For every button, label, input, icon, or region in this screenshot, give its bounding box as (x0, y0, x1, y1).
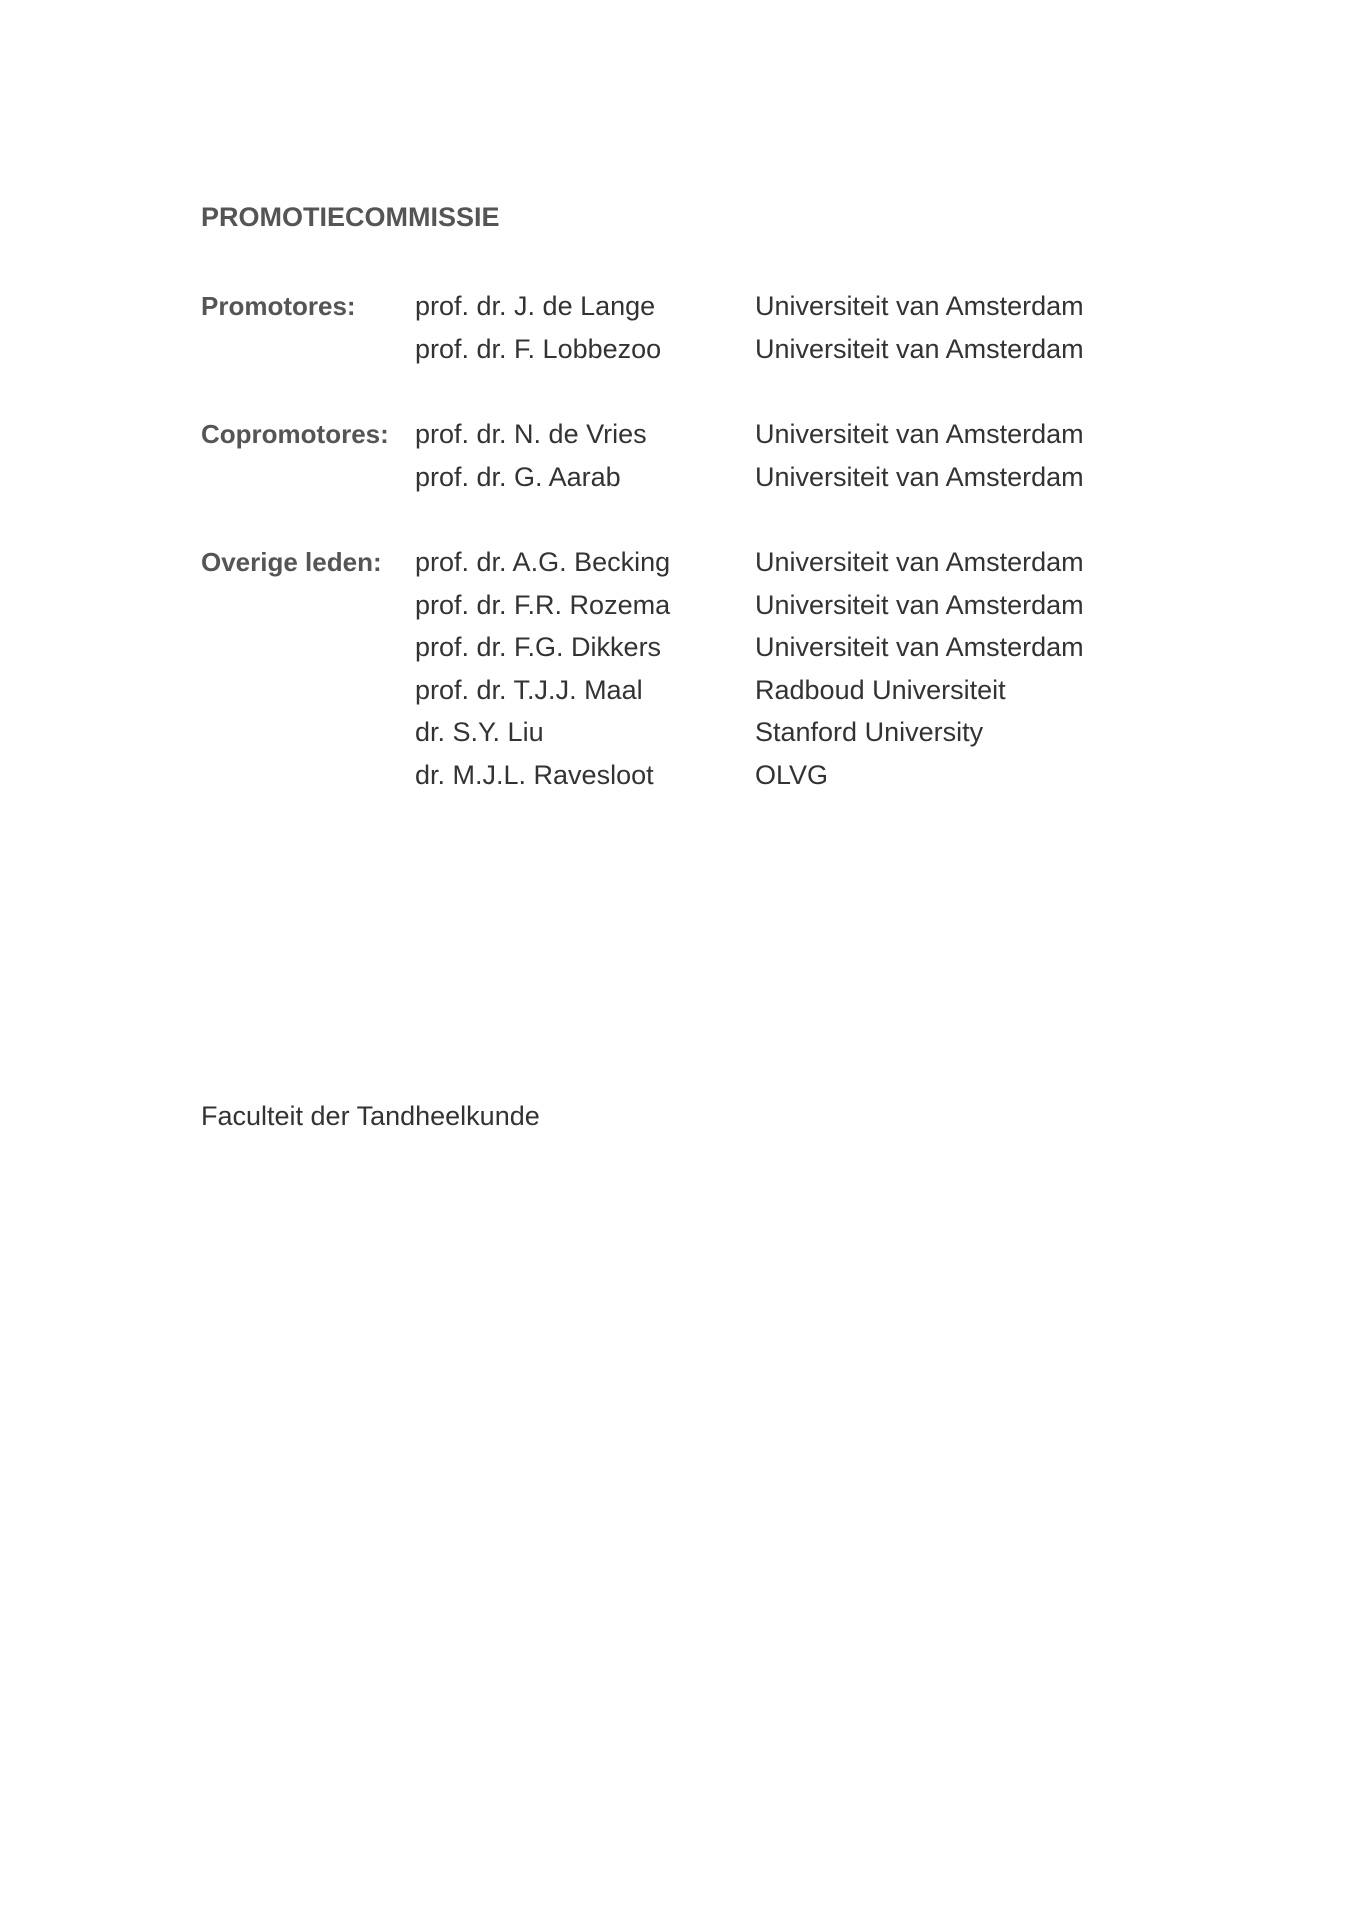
faculty-name: Faculteit der Tandheelkunde (201, 1101, 540, 1131)
committee-member-row (415, 584, 1175, 627)
member-institution: Universiteit van Amsterdam (755, 419, 1084, 449)
committee-role-label: Promotores: (201, 291, 356, 321)
committee-member-row (415, 669, 1175, 712)
page-title: PROMOTIECOMMISSIE (201, 202, 500, 232)
committee-member-row (415, 456, 1175, 499)
committee-group-copromotores (201, 413, 1181, 498)
committee-member-row (415, 711, 1175, 754)
member-institution: Universiteit van Amsterdam (755, 632, 1084, 662)
member-name: dr. S.Y. Liu (415, 717, 544, 747)
committee-group-overige-leden (201, 541, 1181, 796)
member-institution: Universiteit van Amsterdam (755, 461, 1084, 492)
committee-members (415, 285, 1175, 370)
member-institution: Universiteit van Amsterdam (755, 291, 1084, 321)
member-name: prof. dr. N. de Vries (415, 419, 647, 449)
committee-members (415, 413, 1175, 498)
member-institution: Universiteit van Amsterdam (755, 589, 1084, 620)
member-name: prof. dr. G. Aarab (415, 461, 621, 492)
member-name: dr. M.J.L. Ravesloot (415, 759, 654, 790)
member-name: prof. dr. J. de Lange (415, 291, 656, 321)
committee-group-promotores (201, 285, 1181, 370)
member-institution: Stanford University (755, 717, 984, 747)
committee-member-row (415, 413, 1175, 456)
committee-role-label: Overige leden: (201, 547, 382, 577)
member-name: prof. dr. A.G. Becking (415, 547, 671, 577)
member-institution: Universiteit van Amsterdam (755, 333, 1084, 364)
committee-member-row (415, 285, 1175, 328)
member-name: prof. dr. F. Lobbezoo (415, 333, 662, 364)
member-name: prof. dr. F.G. Dikkers (415, 632, 662, 662)
committee-member-row (415, 328, 1175, 371)
member-institution: Universiteit van Amsterdam (755, 547, 1084, 577)
committee-role-label: Copromotores: (201, 419, 389, 449)
committee-member-row (415, 754, 1175, 797)
member-institution: OLVG (755, 759, 829, 790)
committee-list (201, 285, 1181, 839)
committee-members (415, 541, 1175, 796)
member-name: prof. dr. F.R. Rozema (415, 589, 671, 620)
member-name: prof. dr. T.J.J. Maal (415, 674, 643, 705)
committee-member-row (415, 626, 1175, 669)
committee-member-row (415, 541, 1175, 584)
member-institution: Radboud Universiteit (755, 674, 1006, 705)
